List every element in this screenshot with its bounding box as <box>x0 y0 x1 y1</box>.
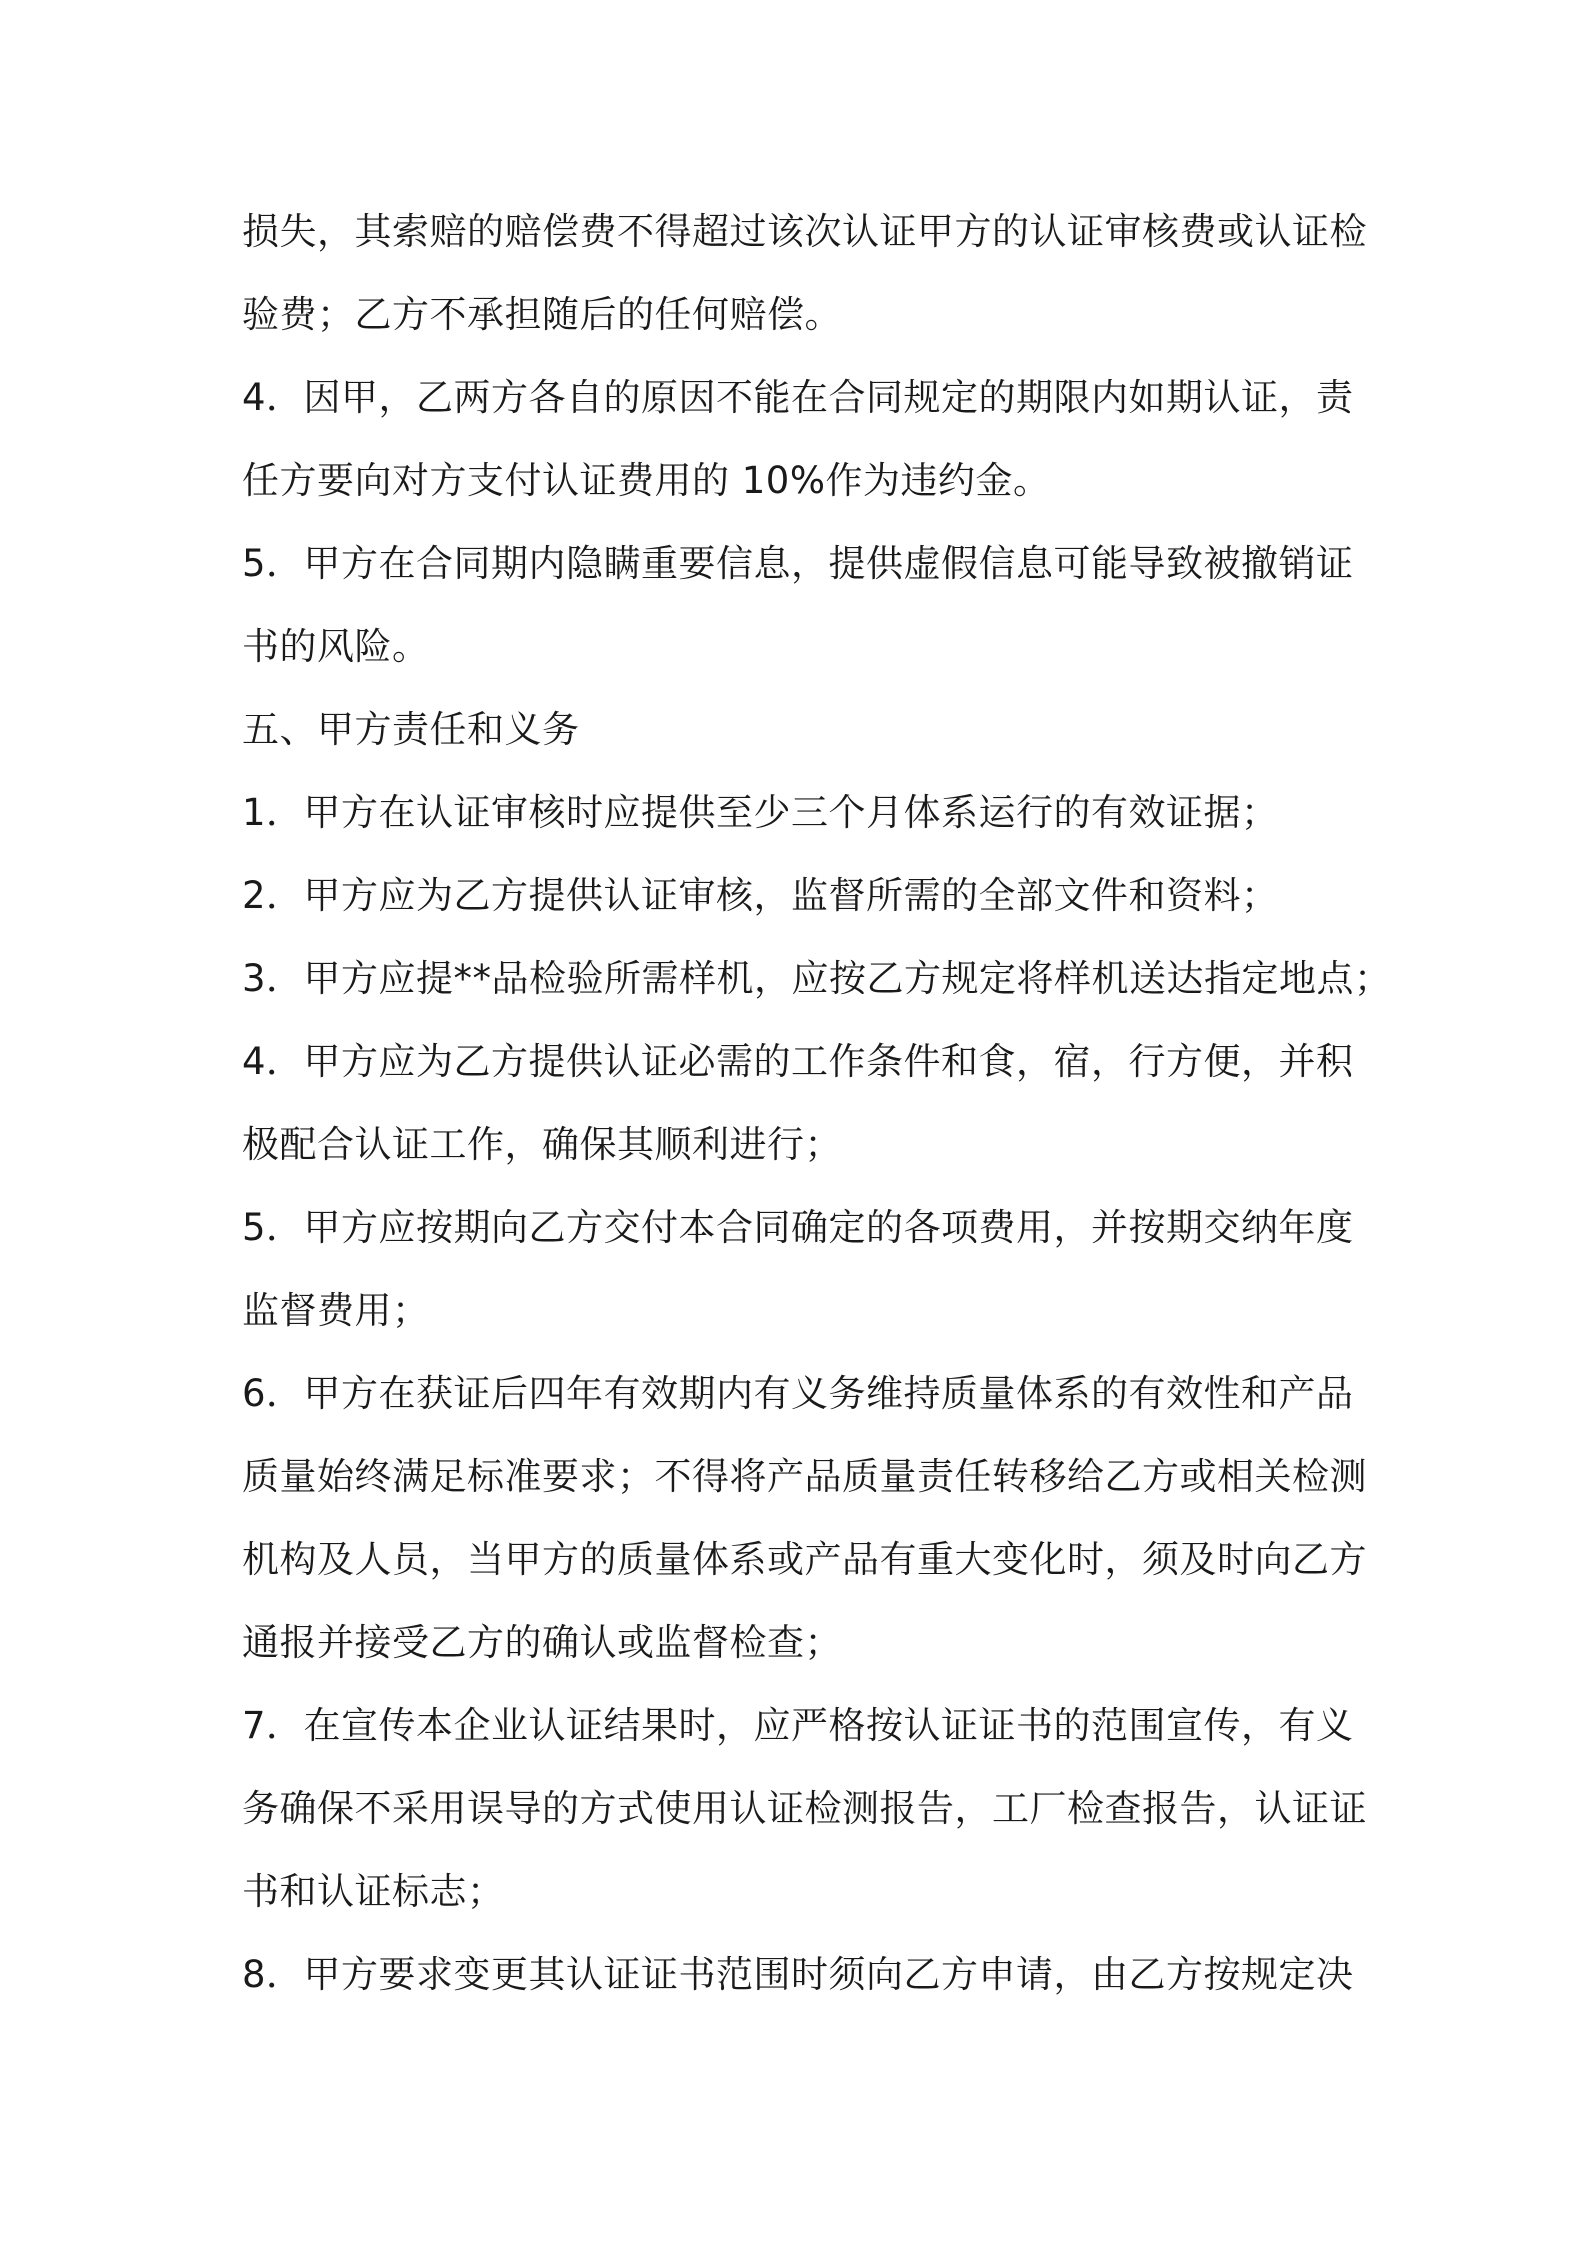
text-line: 5．甲方应按期向乙方交付本合同确定的各项费用，并按期交纳年度 <box>242 1206 1354 1249</box>
text-line: 4．甲方应为乙方提供认证必需的工作条件和食，宿，行方便，并积 <box>242 1040 1354 1083</box>
text-line: 5．甲方在合同期内隐瞒重要信息，提供虚假信息可能导致被撤销证 <box>242 542 1354 585</box>
section-heading: 五、甲方责任和义务 <box>242 708 580 751</box>
text-line: 监督费用； <box>242 1289 430 1332</box>
text-line: 损失，其索赔的赔偿费不得超过该次认证甲方的认证审核费或认证检 <box>242 210 1367 253</box>
text-line: 6．甲方在获证后四年有效期内有义务维持质量体系的有效性和产品 <box>242 1372 1354 1415</box>
text-line: 机构及人员，当甲方的质量体系或产品有重大变化时，须及时向乙方 <box>242 1538 1367 1581</box>
text-line: 书和认证标志； <box>242 1870 505 1913</box>
text-line: 书的风险。 <box>242 625 430 668</box>
text-line: 验费；乙方不承担随后的任何赔偿。 <box>242 293 842 336</box>
text-line: 1．甲方在认证审核时应提供至少三个月体系运行的有效证据； <box>242 791 1279 834</box>
document-page <box>242 190 1392 2016</box>
text-line: 8．甲方要求变更其认证证书范围时须向乙方申请，由乙方按规定决 <box>242 1953 1354 1996</box>
text-line: 务确保不采用误导的方式使用认证检测报告，工厂检查报告，认证证 <box>242 1787 1367 1830</box>
text-line: 3．甲方应提**品检验所需样机，应按乙方规定将样机送达指定地点； <box>242 957 1392 1000</box>
text-line: 任方要向对方支付认证费用的 10%作为违约金。 <box>242 459 1051 502</box>
text-line: 2．甲方应为乙方提供认证审核，监督所需的全部文件和资料； <box>242 874 1279 917</box>
text-line: 极配合认证工作，确保其顺利进行； <box>242 1123 842 1166</box>
text-line: 4．因甲，乙两方各自的原因不能在合同规定的期限内如期认证，责 <box>242 376 1354 419</box>
text-line: 通报并接受乙方的确认或监督检查； <box>242 1621 842 1664</box>
text-line: 7．在宣传本企业认证结果时，应严格按认证证书的范围宣传，有义 <box>242 1704 1354 1747</box>
text-line: 质量始终满足标准要求；不得将产品质量责任转移给乙方或相关检测 <box>242 1455 1367 1498</box>
